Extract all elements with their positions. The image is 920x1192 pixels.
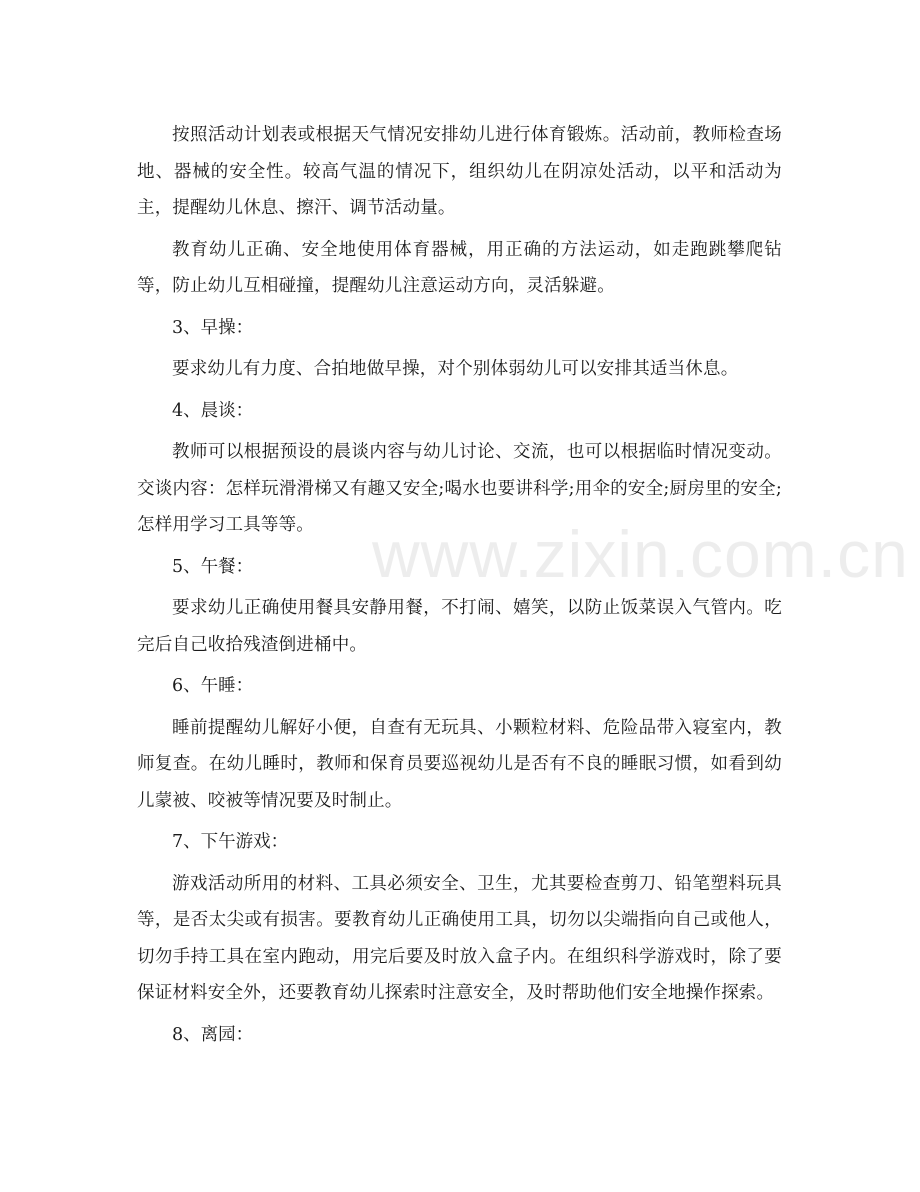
- section-heading-departure: 8、离园：: [172, 1024, 254, 1045]
- paragraph-sports-activity: 按照活动计划表或根据天气情况安排幼儿进行体育锻炼。活动前，教师检查场地、器械的安全性。较高气温的情况下，组织幼儿在阴凉处活动，以平和活动为主，提醒幼儿休息、擦汗、调节活动量。: [137, 125, 782, 218]
- section-heading-nap: 6、午睡：: [172, 676, 254, 696]
- section-heading-afternoon-games: 7、下午游戏：: [172, 832, 289, 852]
- document-body: [137, 117, 782, 1058]
- section-heading-morning-exercise: 3、早操：: [172, 317, 254, 338]
- paragraph-afternoon-games: 游戏活动所用的材料、工具必须安全、卫生，尤其要检查剪刀、铅笔塑料玩具等，是否太尖或有损害。要教育幼儿正确使用工具，切勿以尖端指向自己或他人，切勿手持工具在室内跑动，用完后要及时放入盒子内。在组织科学游戏时，除了要保证材料安全外，还要教育幼儿探索时注意安全，及时帮助他们安全地操作探索。: [137, 873, 782, 1003]
- paragraph-nap: 睡前提醒幼儿解好小便，自查有无玩具、小颗粒材料、危险品带入寝室内，教师复查。在幼儿睡时，教师和保育员要巡视幼儿是否有不良的睡眠习惯，如看到幼儿蒙被、咬被等情况要及时制止。: [137, 717, 782, 811]
- paragraph-morning-talk: 教师可以根据预设的晨谈内容与幼儿讨论、交流，也可以根据临时情况变动。交谈内容：怎样玩滑滑梯又有趣又安全;喝水也要讲科学;用伞的安全;厨房里的安全;怎样用学习工具等等。: [137, 442, 782, 535]
- paragraph-lunch: 要求幼儿正确使用餐具安静用餐，不打闹、嬉笑，以防止饭菜误入气管内。吃完后自己收拾残渣倒进桶中。: [137, 598, 782, 655]
- paragraph-equipment-safety: 教育幼儿正确、安全地使用体育器械，用正确的方法运动，如走跑跳攀爬钻等，防止幼儿互相碰撞，提醒幼儿注意运动方向，灵活躲避。: [137, 239, 782, 296]
- section-heading-morning-talk: 4、晨谈：: [172, 400, 254, 421]
- paragraph-morning-exercise: 要求幼儿有力度、合拍地做早操，对个别体弱幼儿可以安排其适当休息。: [172, 359, 739, 379]
- section-heading-lunch: 5、午餐：: [172, 556, 254, 577]
- watermark-text: www.zixin.com.cn: [372, 517, 909, 591]
